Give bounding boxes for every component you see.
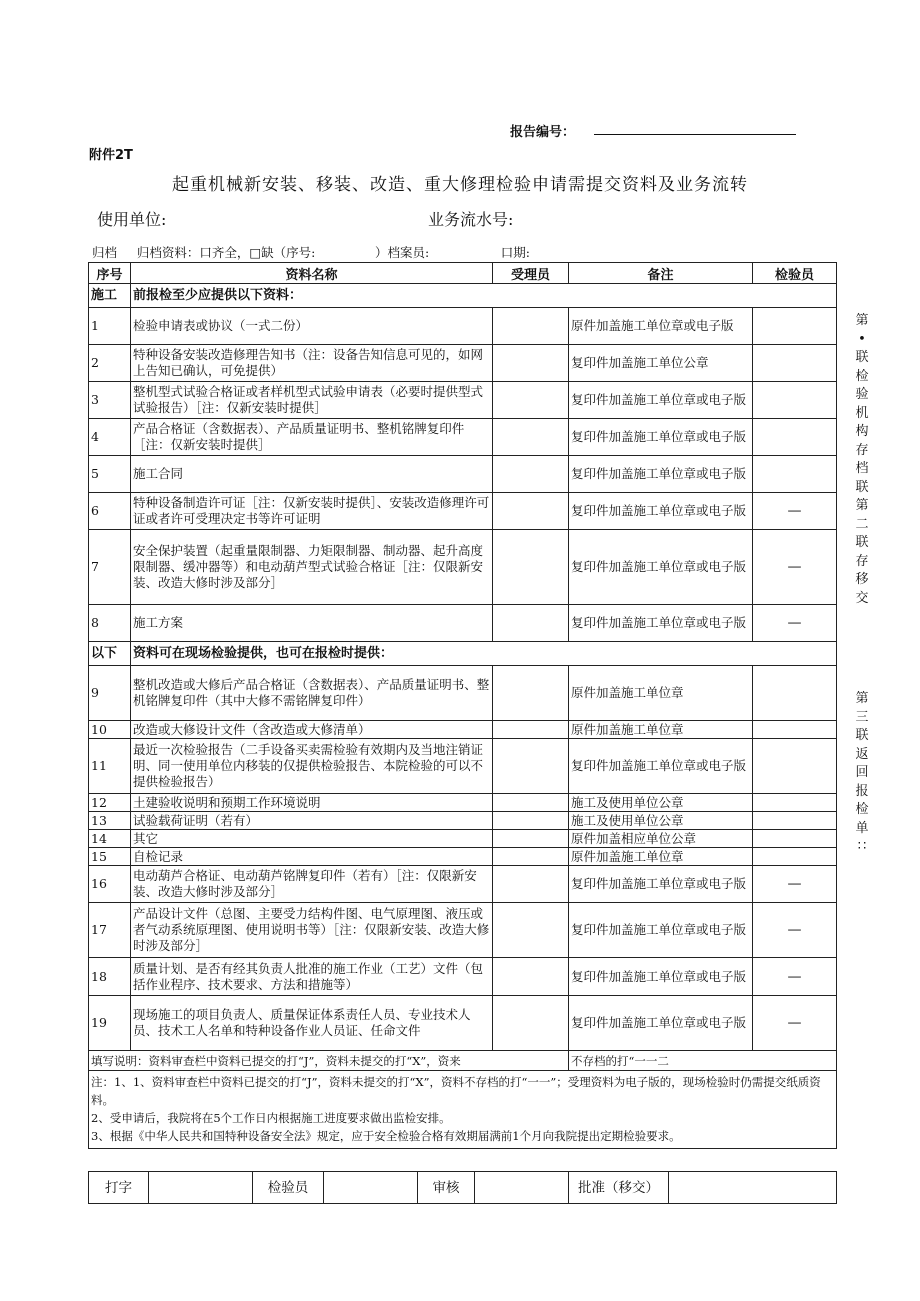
side-char: 联 — [855, 479, 869, 495]
side-char: 检 — [855, 802, 869, 817]
col-header-receiver: 受理员 — [493, 263, 569, 284]
approve-label: 批准（移交） — [569, 1172, 669, 1204]
row-inspector-cell: — — [753, 493, 837, 530]
side-char: 单 — [855, 820, 869, 836]
table-row — [89, 903, 837, 958]
review-field[interactable] — [475, 1172, 569, 1204]
row-number: 1 — [89, 308, 131, 345]
row-receiver-cell[interactable] — [493, 812, 569, 830]
row-remark: 施工及使用单位公章 — [569, 794, 753, 812]
row-number: 15 — [89, 848, 131, 866]
row-remark: 原件加盖相应单位公章 — [569, 830, 753, 848]
row-receiver-cell[interactable] — [493, 382, 569, 419]
side-char: 机 — [855, 405, 869, 421]
section-label: 施工 — [89, 284, 131, 308]
row-receiver-cell[interactable] — [493, 456, 569, 493]
use-unit-label: 使用单位: — [97, 210, 167, 229]
approve-field[interactable] — [669, 1172, 837, 1204]
row-remark: 复印件加盖施工单位章或电子版 — [569, 866, 753, 903]
row-receiver-cell[interactable] — [493, 530, 569, 605]
signature-table — [88, 1171, 837, 1204]
row-inspector-cell: — — [753, 530, 837, 605]
fill-note-left: 填写说明：资料审查栏中资料已提交的打“J”，资料未提交的打“X”，资来 — [89, 1051, 569, 1071]
row-number: 3 — [89, 382, 131, 419]
row-material-name: 试验载荷证明（若有） — [131, 812, 493, 830]
report-number-label: 报告编号： — [510, 125, 576, 140]
row-inspector-cell — [753, 739, 837, 794]
row-number: 12 — [89, 794, 131, 812]
document-title: 起重机械新安装、移装、改造、重大修理检验申请需提交资料及业务流转 — [172, 175, 748, 195]
table-row — [89, 866, 837, 903]
row-number: 17 — [89, 903, 131, 958]
row-material-name: 其它 — [131, 830, 493, 848]
flow-number-label: 业务流水号: — [428, 210, 514, 229]
row-inspector-cell: — — [753, 903, 837, 958]
table-row — [89, 812, 837, 830]
side-char: ∷ — [857, 839, 867, 854]
table-row — [89, 493, 837, 530]
note-1: 注：1、1、资料审查栏中资料已提交的打“J”，资料未提交的打“X”，资料不存档的打“一一”；受理资料为电子版的，现场检验时仍需提交纸质资料。 — [91, 1075, 821, 1107]
row-inspector-cell: — — [753, 958, 837, 996]
row-material-name: 特种设备安装改造修理告知书（注：设备告知信息可见的，如网上告知已确认，可免提供） — [131, 345, 493, 382]
table-row — [89, 794, 837, 812]
row-number: 8 — [89, 605, 131, 642]
row-remark: 复印件加盖施工单位章或电子版 — [569, 996, 753, 1051]
typist-label: 打字 — [89, 1172, 149, 1204]
row-receiver-cell[interactable] — [493, 308, 569, 345]
table-row — [89, 308, 837, 345]
side-char: 检 — [855, 368, 869, 384]
row-number: 9 — [89, 666, 131, 721]
row-material-name: 产品设计文件（总图、主要受力结构件图、电气原理图、液压或者气动系统原理图、使用说明书等）［注：仅限新安装、改造大修时涉及部分］ — [131, 903, 493, 958]
row-receiver-cell[interactable] — [493, 830, 569, 848]
row-material-name: 检验申请表或协议（一式二份） — [131, 308, 493, 345]
row-inspector-cell: — — [753, 996, 837, 1051]
row-remark: 复印件加盖施工单位章或电子版 — [569, 903, 753, 958]
row-inspector-cell — [753, 721, 837, 739]
row-receiver-cell[interactable] — [493, 721, 569, 739]
row-material-name: 整机型式试验合格证或者样机型式试验申请表（必要时提供型式试验报告）［注：仅新安装时提供］ — [131, 382, 493, 419]
fill-note-right: 不存档的打“一一二 — [569, 1051, 837, 1071]
side-char: 交 — [855, 590, 869, 606]
review-label: 审核 — [418, 1172, 475, 1204]
table-row — [89, 830, 837, 848]
row-number: 18 — [89, 958, 131, 996]
table-row — [89, 739, 837, 794]
row-inspector-cell — [753, 812, 837, 830]
row-receiver-cell[interactable] — [493, 493, 569, 530]
row-remark: 原件加盖施工单位章 — [569, 848, 753, 866]
row-inspector-cell: — — [753, 605, 837, 642]
row-material-name: 自检记录 — [131, 848, 493, 866]
side-char: 存 — [855, 442, 869, 458]
row-remark: 复印件加盖施工单位章或电子版 — [569, 530, 753, 605]
inspector-label: 检验员 — [253, 1172, 324, 1204]
notes-row — [89, 1071, 837, 1149]
row-number: 11 — [89, 739, 131, 794]
table-row — [89, 996, 837, 1051]
report-number-field[interactable] — [594, 134, 796, 135]
section-label: 以下 — [89, 642, 131, 666]
row-remark: 复印件加盖施工单位章或电子版 — [569, 419, 753, 456]
row-inspector-cell — [753, 382, 837, 419]
row-material-name: 特种设备制造许可证［注：仅新安装时提供］、安装改造修理许可证或者许可受理决定书等许可证明 — [131, 493, 493, 530]
table-row — [89, 666, 837, 721]
row-remark: 原件加盖施工单位章或电子版 — [569, 308, 753, 345]
section-title: 前报检至少应提供以下资料： — [131, 284, 837, 308]
side-char: 二 — [855, 516, 869, 532]
row-inspector-cell — [753, 794, 837, 812]
row-remark: 复印件加盖施工单位章或电子版 — [569, 739, 753, 794]
section-header-row — [89, 284, 837, 308]
row-inspector-cell — [753, 419, 837, 456]
section-title: 资料可在现场检验提供，也可在报检时提供： — [131, 642, 837, 666]
table-row — [89, 530, 837, 605]
row-number: 16 — [89, 866, 131, 903]
col-header-inspector: 检验员 — [753, 263, 837, 284]
row-material-name: 安全保护装置（起重量限制器、力矩限制器、制动器、起升高度限制器、缓冲器等）和电动葫芦型式试验合格证［注：仅限新安装、改造大修时涉及部分］ — [131, 530, 493, 605]
table-row — [89, 958, 837, 996]
row-receiver-cell[interactable] — [493, 794, 569, 812]
table-row — [89, 456, 837, 493]
row-number: 7 — [89, 530, 131, 605]
col-header-name: 资料名称 — [131, 263, 493, 284]
row-remark: 复印件加盖施工单位章或电子版 — [569, 382, 753, 419]
row-inspector-cell — [753, 308, 837, 345]
col-header-no: 序号 — [89, 263, 131, 284]
row-material-name: 土建验收说明和预期工作环境说明 — [131, 794, 493, 812]
typist-field[interactable] — [149, 1172, 253, 1204]
col-header-remark: 备注 — [569, 263, 753, 284]
row-remark: 复印件加盖施工单位章或电子版 — [569, 958, 753, 996]
table-row — [89, 848, 837, 866]
side-char: 第 — [855, 498, 869, 513]
row-material-name: 质量计划、是否有经其负责人批准的施工作业（工艺）文件（包括作业程序、技术要求、方法和措施等） — [131, 958, 493, 996]
side-char: 第 — [855, 691, 869, 706]
archive-line: 归档 归档资料：口齐全，□缺（序号: ）档案员: 口期: — [92, 245, 530, 260]
row-number: 5 — [89, 456, 131, 493]
row-receiver-cell[interactable] — [493, 419, 569, 456]
row-material-name: 整机改造或大修后产品合格证（含数据表）、产品质量证明书、整机铭牌复印件（其中大修不需铭牌复印件） — [131, 666, 493, 721]
table-row — [89, 419, 837, 456]
row-remark: 复印件加盖施工单位章或电子版 — [569, 456, 753, 493]
row-receiver-cell[interactable] — [493, 605, 569, 642]
row-remark: 复印件加盖施工单位章或电子版 — [569, 493, 753, 530]
row-inspector-cell — [753, 456, 837, 493]
side-char: 回 — [855, 765, 869, 780]
row-inspector-cell — [753, 666, 837, 721]
side-char: 存 — [855, 553, 869, 569]
side-char: 联 — [855, 350, 869, 365]
inspector-field[interactable] — [324, 1172, 418, 1204]
row-remark: 复印件加盖施工单位章或电子版 — [569, 605, 753, 642]
row-inspector-cell — [753, 848, 837, 866]
section-header-row — [89, 642, 837, 666]
row-remark: 复印件加盖施工单位公章 — [569, 345, 753, 382]
table-row — [89, 605, 837, 642]
row-remark: 原件加盖施工单位章 — [569, 666, 753, 721]
row-number: 13 — [89, 812, 131, 830]
row-receiver-cell[interactable] — [493, 666, 569, 721]
row-number: 4 — [89, 419, 131, 456]
row-material-name: 现场施工的项目负责人、质量保证体系责任人员、专业技术人员、技术工人名单和特种设备作业人员证、任命文件 — [131, 996, 493, 1051]
row-material-name: 施工合同 — [131, 456, 493, 493]
row-material-name: 产品合格证（含数据表）、产品质量证明书、整机铭牌复印件［注：仅新安装时提供］ — [131, 419, 493, 456]
side-char: 联 — [855, 728, 869, 743]
side-char: 移 — [855, 572, 869, 587]
side-copy-label-first — [853, 312, 871, 608]
row-inspector-cell: — — [753, 866, 837, 903]
row-number: 19 — [89, 996, 131, 1051]
side-char: 返 — [855, 746, 869, 762]
row-receiver-cell[interactable] — [493, 848, 569, 866]
fill-note-row — [89, 1051, 837, 1071]
side-char: 报 — [855, 783, 869, 799]
table-row — [89, 345, 837, 382]
row-number: 6 — [89, 493, 131, 530]
row-remark: 原件加盖施工单位章 — [569, 721, 753, 739]
side-char: 构 — [855, 424, 869, 439]
row-material-name: 施工方案 — [131, 605, 493, 642]
materials-table — [88, 262, 837, 1149]
row-number: 14 — [89, 830, 131, 848]
side-char: • — [858, 331, 866, 347]
row-material-name: 电动葫芦合格证、电动葫芦铭牌复印件（若有）［注：仅限新安装、改造大修时涉及部分］ — [131, 866, 493, 903]
side-char: 联 — [855, 535, 869, 550]
row-material-name: 最近一次检验报告（二手设备买卖需检验有效期内及当地注销证明、同一使用单位内移装的仅提供检验报告、本院检验的可以不提供检验报告） — [131, 739, 493, 794]
side-char: 验 — [855, 387, 869, 402]
row-receiver-cell[interactable] — [493, 958, 569, 996]
side-char: 第 — [855, 313, 869, 328]
row-receiver-cell[interactable] — [493, 866, 569, 903]
table-row — [89, 382, 837, 419]
note-2: 2、受申请后，我院将在5个工作日内根据施工进度要求做出监检安排。 — [91, 1111, 451, 1125]
row-receiver-cell[interactable] — [493, 996, 569, 1051]
row-remark: 施工及使用单位公章 — [569, 812, 753, 830]
row-receiver-cell[interactable] — [493, 345, 569, 382]
row-number: 10 — [89, 721, 131, 739]
note-3: 3、根据《中华人民共和国特种设备安全法》规定，应于安全检验合格有效期届满前1个月向我院提出定期检验要求。 — [91, 1129, 681, 1143]
row-inspector-cell — [753, 830, 837, 848]
table-row — [89, 721, 837, 739]
side-char: 档 — [855, 461, 869, 476]
row-inspector-cell — [753, 345, 837, 382]
row-material-name: 改造或大修设计文件（含改造或大修清单） — [131, 721, 493, 739]
row-receiver-cell[interactable] — [493, 739, 569, 794]
side-char: 三 — [855, 709, 869, 725]
row-number: 2 — [89, 345, 131, 382]
row-receiver-cell[interactable] — [493, 903, 569, 958]
side-copy-label-third — [853, 690, 871, 857]
table-header-row — [89, 263, 837, 284]
attachment-label: 附件2T — [89, 148, 133, 163]
